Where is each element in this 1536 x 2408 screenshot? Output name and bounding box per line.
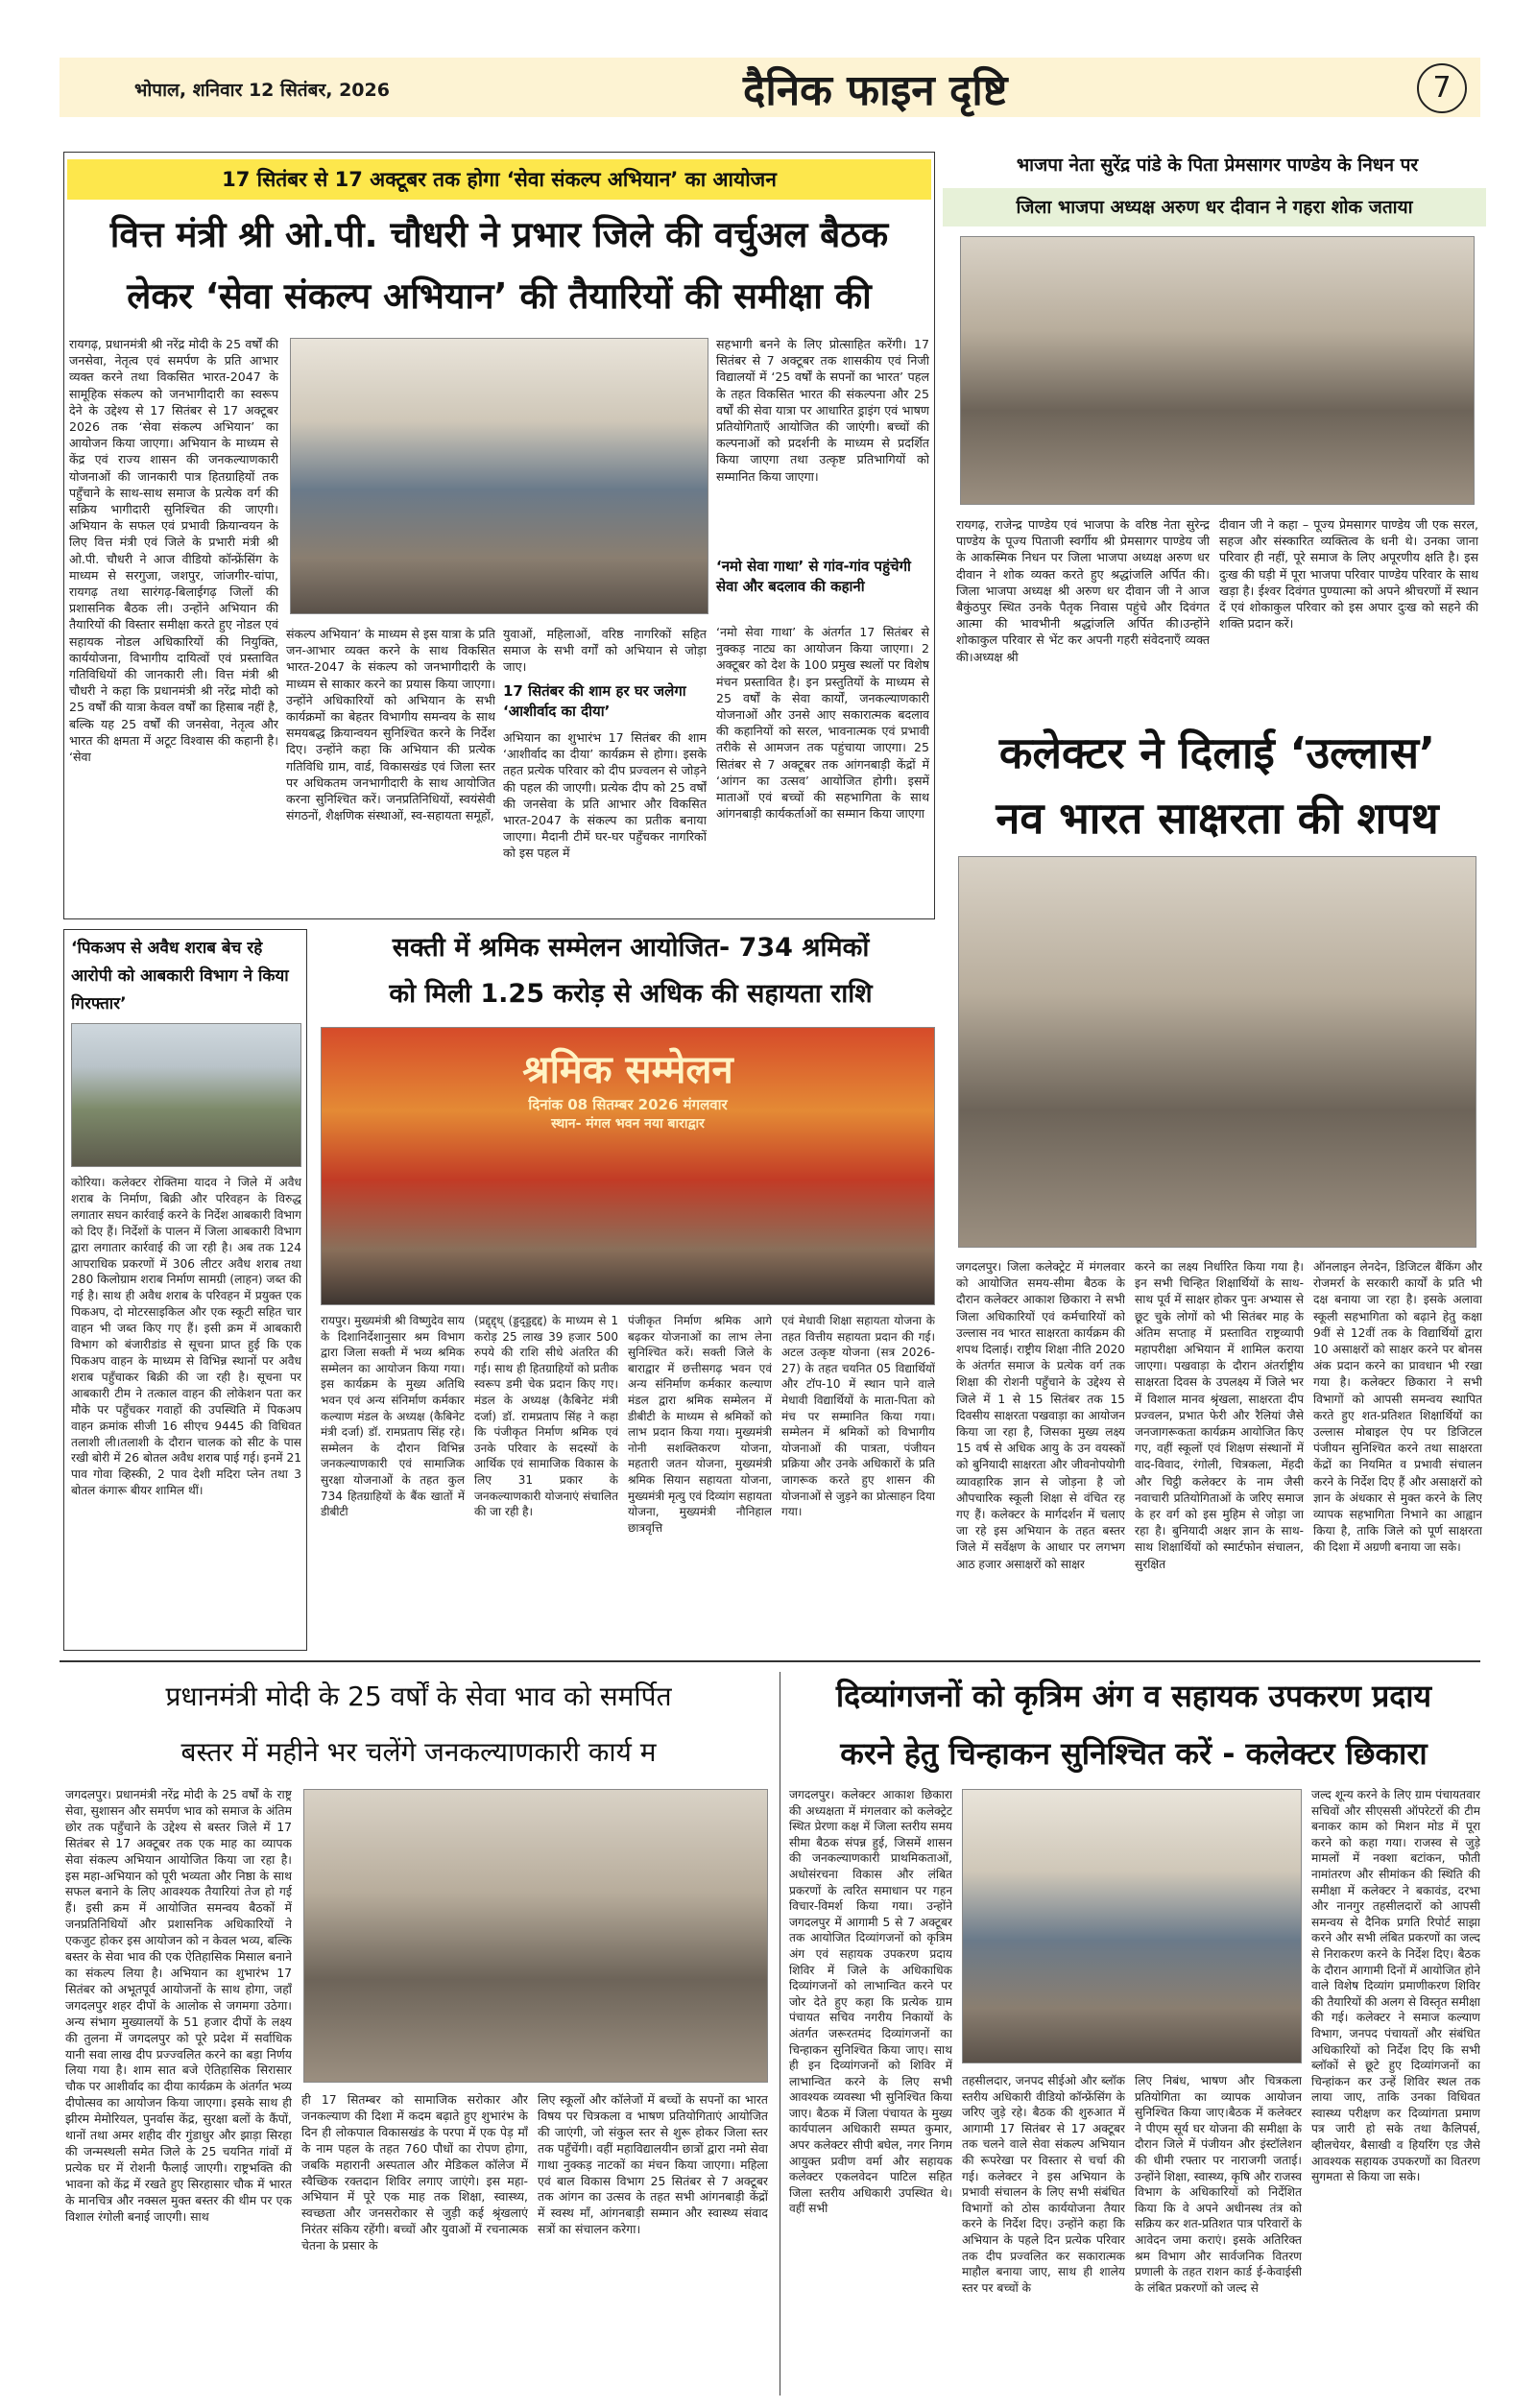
- story4-arrest-photo: [71, 1023, 301, 1167]
- story3-headline-line2: नव भारत साक्षरता की शपथ: [996, 793, 1439, 844]
- story1-headline-line2: लेकर ‘सेवा संकल्प अभियान’ की तैयारियों की समीक्षा की: [127, 275, 872, 317]
- sammelan-banner-title: श्रमिक सम्मेलन: [522, 1047, 733, 1092]
- story2-kicker-line2: जिला भाजपा अध्यक्ष अरुण धर दीवान ने गहरा शोक जताया: [943, 188, 1486, 226]
- story5-column-4: एवं मेधावी शिक्षा सहायता योजना के तहत वित्तीय सहायता प्रदान की गई। अटल उत्कृष्ट योजना (सत्र 2026-27) के तहत चयनित 05 विद्यार्थियों और टॉप-10 में स्थान पाने वाले मेधावी विद्यार्थियों के माता-पिता को मंच पर सम्मानित किया गया। सम्मेलन में श्रमिकों को विभागीय योजनाओं की पात्रता, पंजीयन प्रक्रिया और उनके अधिकारों के प्रति जागरूक करते हुए शासन की योजनाओं से जुड़ने का प्रोत्साहन दिया गया।: [781, 1314, 935, 1519]
- story1-subhead-diya: 17 सितंबर की शाम हर घर जलेगा ‘आशीर्वाद का दीया’: [503, 682, 686, 720]
- story3-column-2: करने का लक्ष्य निर्धारित किया गया है। इन सभी चिन्हित शिक्षार्थियों के साथ-साथ पूर्व में साक्षर होकर पुनः अभ्यास से छूट चुके लोगों को भी सितंबर माह के अंतिम सप्ताह में प्रस्तावित राष्ट्रव्यापी महापरीक्षा अभियान में शामिल कराया जाएगा। पखवाड़ा के दौरान अंतर्राष्ट्रीय साक्षरता दिवस के उपलक्ष्य में जिले भर में विशाल मानव श्रृंखला, साक्षरता दीप प्रज्वलन, प्रभात फेरी और रैलियां जैसे जनजागरूकता कार्यक्रम आयोजित किए गए, वहीं स्कूलों एवं शिक्षण संस्थानों में वाद-विवाद, रंगोली, चित्रकला, मेंहदी और चिट्ठी कलेक्टर के नाम जैसी नवाचारी प्रतियोगिताओं के जरिए समाज के हर वर्ग को इस मुहिम से जोड़ा जा रहा है। बुनियादी अक्षर ज्ञान के साथ-साथ शिक्षार्थियों को स्मार्टफोन संचालन, सुरक्षित: [1135, 1260, 1304, 1571]
- story1-column-1: रायगढ़, प्रधानमंत्री श्री नरेंद्र मोदी के 25 वर्षों की जनसेवा, नेतृत्व एवं समर्पण के प्रति आभार व्यक्त करने तथा विकसित भारत-2047 के सामूहिक संकल्प को जनभागीदारी का स्वरूप देने के उद्देश्य से 17 सितंबर से 17 अक्टूबर 2026 तक ‘सेवा संकल्प अभियान’ का आयोजन किया जाएगा। अभियान के माध्यम से केंद्र एवं राज्य शासन की जनकल्याणकारी योजनाओं की जानकारी पात्र हितग्राहियों तक पहुँचाने के साथ-साथ समाज के प्रत्येक वर्ग की सक्रिय भागीदारी सुनिश्चित की जाएगी। अभियान के सफल एवं प्रभावी क्रियान्वयन के लिए वित्त मंत्री एवं जिले के प्रभारी मंत्री श्री ओ.पी. चौधरी ने आज वीडियो कॉन्फ्रेंसिंग के माध्यम से सरगुजा, जशपुर, जांजगीर-चांपा, रायगढ़ तथा सारंगढ़-बिलाईगढ़ जिलों की प्रशासनिक बैठक ली। उन्होंने अभियान की तैयारियों की विस्तार समीक्षा करते हुए नोडल एवं सहायक नोडल अधिकारियों की नियुक्ति, कार्ययोजना, विभागीय दायित्वों एवं प्रस्तावित गतिविधियों की जानकारी ली। वित्त मंत्री श्री चौधरी ने कहा कि प्रधानमंत्री श्री नरेंद्र मोदी को 25 वर्षों की यात्रा केवल वर्षों का हिसाब नहीं है, बल्कि यह 25 वर्षों की जनसेवा, नेतृत्व और भारत की क्षमता में अटूट विश्वास की कहानी है। ‘सेवा: [69, 337, 278, 765]
- story4-body: कोरिया। कलेक्टर रोक्तिमा यादव ने जिले में अवैध शराब के निर्माण, बिक्री और परिवहन के विरुद्ध लगातार सघन कार्रवाई करने के निर्देश आबकारी विभाग को दिए हैं। निर्देशों के पालन में जिला आबकारी विभाग द्वारा लगातार कार्रवाई की जा रही है। अब तक 124 आपराधिक प्रकरणों में 306 लीटर अवैध शराब तथा 280 किलोग्राम शराब निर्माण सामग्री (लाहन) जब्त की गई है। साथ ही अवैध शराब के परिवहन में प्रयुक्त एक पिकअप, दो मोटरसाइकिल और एक स्कूटी सहित चार वाहन भी जब्त किए गए हैं। इसी क्रम में आबकारी विभाग को बंजारीडांड से सूचना प्राप्त हुई कि एक पिकअप वाहन के माध्यम से विभिन्न स्थानों पर अवैध शराब पहुँचाकर बिक्री की जा रही है। सूचना पर आबकारी टीम ने तत्काल वाहन की लोकेशन पता कर मौके पर पहुँचकर गवाहों की उपस्थिति में पिकअप वाहन क्रमांक सीजी 16 सीएच 9445 की विधिवत तलाशी ली।तलाशी के दौरान चालक को सीट के पास रखी बोरी में 26 बोतल अवैध शराब पाई गई। इनमें 21 पाव गोवा व्हिस्की, 2 पाव देशी मदिरा प्लेन तथा 3 बोतल कंगारू बीयर शामिल थीं।: [71, 1176, 301, 1498]
- sammelan-banner-venue: स्थान- मंगल भवन नया बाराद्वार: [551, 1116, 705, 1132]
- section-divider: [60, 1660, 1480, 1662]
- story6-meeting-photo: [303, 1789, 768, 2083]
- story6-headline-line2: बस्तर में महीने भर चलेंगे जनकल्याणकारी कार्य म: [180, 1736, 657, 1768]
- page-number: 7: [1417, 63, 1467, 113]
- newspaper-title: दैनिक फाइन दृष्टि: [743, 66, 1008, 115]
- story2-column-1: रायगढ़, राजेन्द्र पाण्डेय एवं भाजपा के वरिष्ठ नेता सुरेन्द्र पाण्डेय के पूज्य पिताजी स्वर्गीय श्री प्रेमसागर पाण्डेय जी के आकस्मिक निधन पर जिला भाजपा अध्यक्ष अरुण धर दीवान ने शोक व्यक्त करते हुए श्रद्धांजलि अर्पित की। जिला भाजपा अध्यक्ष श्री अरुण धर दीवान जी ने आज बैकुंठपुर स्थित उनके पैतृक निवास पहुंचे और दिवंगत आत्मा की भावभीनी श्रद्धांजलि अर्पित की।उन्होंने शोकाकुल परिवार से भेंट कर अपनी गहरी संवेदनाएँ व्यक्त की।अध्यक्ष श्री: [956, 517, 1210, 664]
- story6-column-2: ही 17 सितम्बर को सामाजिक सरोकार और जनकल्याण की दिशा में कदम बढ़ाते हुए शुभारंभ के दिन ही लोकपाल विकासखंड के परपा में एक पेड़ माँ के नाम पहल के तहत 760 पौधों का रोपण होगा, जबकि महारानी अस्पताल और मेडिकल कॉलेज में स्वैच्छिक रक्तदान शिविर लगाए जाएंगे। इस महा-अभियान में पूरे एक माह तक शिक्षा, स्वास्थ्य, स्वच्छता और जनसरोकार से जुड़ी कई श्रृंखलाएं निरंतर संकिय रहेंगी। बच्चों और युवाओं में रचनात्मक चेतना के प्रसार के: [301, 2092, 528, 2253]
- story1-video-conference-photo: [290, 338, 708, 614]
- story7-headline-line2: करने हेतु चिन्हाकन सुनिश्चित करें - कलेक्टर छिकारा: [840, 1735, 1428, 1772]
- story1-kicker: 17 सितंबर से 17 अक्टूबर तक होगा ‘सेवा संकल्प अभियान’ का आयोजन: [67, 159, 931, 200]
- story1-column-2: संकल्प अभियान’ के माध्यम से इस यात्रा के प्रति जन-आभार व्यक्त करने के साथ विकसित भारत-2047 के संकल्प को जनभागीदारी के माध्यम से साकार करने का प्रयास किया जाएगा। उन्होंने अधिकारियों को अभियान के सभी कार्यक्रमों का बेहतर विभागीय समन्वय के साथ समयबद्ध क्रियान्वयन सुनिश्चित करने के निर्देश दिए। उन्होंने कहा कि अभियान की प्रत्येक गतिविधि ग्राम, वार्ड, विकासखंड एवं जिला स्तर पर अधिकतम जनभागीदारी के साथ आयोजित करना सुनिश्चित करें। जनप्रतिनिधियों, स्वयंसेवी संगठनों, शैक्षणिक संस्थाओं, स्व-सहायता समूहों,: [286, 627, 495, 823]
- issue-date: भोपाल, शनिवार 12 सितंबर, 2026: [134, 80, 390, 101]
- story3-column-3: ऑनलाइन लेनदेन, डिजिटल बैंकिंग और रोजमर्रा के सरकारी कार्यों के प्रति भी दक्ष बनाया जा रहा है। इसके अलावा स्कूली सहभागिता को बढ़ाने हेतु कक्षा 9वीं से 12वीं तक के विद्यार्थियों द्वारा 10 असाक्षरों को साक्षर करने पर बोनस अंक प्रदान करने का प्रावधान भी रखा गया है। कलेक्टर छिकारा ने सभी विभागों को आपसी समन्वय स्थापित करते हुए शत-प्रतिशत शिक्षार्थियों का उल्लास मोबाइल ऐप पर डिजिटल पंजीयन सुनिश्चित करने तथा साक्षरता केंद्रों का नियमित व प्रभावी संचालन करने के निर्देश दिए हैं और असाक्षरों को ज्ञान के अंधकार से मुक्त करने के लिए व्यापक सहभागिता निभाने का आह्वान किया है, ताकि जिले को पूर्ण साक्षरता की दिशा में अग्रणी बनाया जा सके।: [1313, 1260, 1482, 1555]
- story5-column-1: रायपुर। मुख्यमंत्री श्री विष्णुदेव साय के दिशानिर्देशानुसार श्रम विभाग द्वारा जिला सक्ती में भव्य श्रमिक सम्मेलन का आयोजन किया गया। इस कार्यक्रम के मुख्य अतिथि भवन एवं अन्य संनिर्माण कर्मकार कल्याण मंडल के अध्यक्ष (कैबिनेट मंत्री दर्जा) डॉ. रामप्रताप सिंह रहे। सम्मेलन के दौरान विभिन्न जनकल्याणकारी एवं सामाजिक सुरक्षा योजनाओं के तहत कुल 734 हितग्राहियों के बैंक खातों में डीबीटी: [321, 1314, 465, 1519]
- sammelan-banner-date: दिनांक 08 सितम्बर 2026 मंगलवार: [528, 1096, 728, 1113]
- story5-headline-line2: को मिली 1.25 करोड़ से अधिक की सहायता राशि: [389, 979, 873, 1009]
- story7-meeting-photo: [962, 1789, 1302, 2063]
- story2-kicker-line1: भाजपा नेता सुरेंद्र पांडे के पिता प्रेमसागर पाण्डेय के निधन पर: [1016, 155, 1419, 176]
- story5-sammelan-photo: [321, 1027, 935, 1305]
- story3-oath-photo: [958, 856, 1476, 1248]
- story3-column-1: जगदलपुर। जिला कलेक्ट्रेट में मंगलवार को आयोजित समय-सीमा बैठक के दौरान कलेक्टर आकाश छिकारा ने सभी जिला अधिकारियों एवं कर्मचारियों को उल्लास नव भारत साक्षरता कार्यक्रम की शपथ दिलाई। राष्ट्रीय शिक्षा नीति 2020 के अंतर्गत समाज के प्रत्येक वर्ग तक शिक्षा की रोशनी पहुँचाने के उद्देश्य से जिले में 1 से 15 सितंबर तक 15 दिवसीय साक्षरता पखवाड़ा का आयोजन किया जा रहा है, जिसका मुख्य लक्ष्य 15 वर्ष से अधिक आयु के उन वयस्कों को बुनियादी साक्षरता और जीवनोपयोगी व्यावहारिक ज्ञान से जोड़ना है जो औपचारिक स्कूली शिक्षा से वंचित रह गए हैं। कलेक्टर के मार्गदर्शन में चलाए जा रहे इस अभियान के तहत बस्तर जिले में सर्वेक्षण के आधार पर लगभग आठ हजार असाक्षरों को साक्षर: [956, 1260, 1125, 1571]
- story1-column-4b: ‘नमो सेवा गाथा’ के अंतर्गत 17 सितंबर से नुक्कड़ नाट्य का आयोजन किया जाएगा। 2 अक्टूबर को देश के 100 प्रमुख स्थलों पर विशेष मंचन प्रस्तावित है। इन प्रस्तुतियों के माध्यम से 25 वर्षों के सेवा कार्यों, जनकल्याणकारी योजनाओं और उनसे आए सकारात्मक बदलाव की कहानियों को सरल, भावनात्मक एवं प्रभावी तरीके से आमजन तक पहुंचाया जाएगा। 25 सितंबर से 7 अक्टूबर तक आंगनबाड़ी केंद्रों में ‘आंगन का उत्सव’ आयोजित होगी। इसमें माताओं एवं बच्चों की सहभागिता के साथ आंगनबाड़ी कार्यकर्ताओं का सम्मान किया जाएगा: [716, 625, 929, 822]
- story7-headline-line1: दिव्यांगजनों को कृत्रिम अंग व सहायक उपकरण प्रदाय: [835, 1678, 1432, 1714]
- story7-column-1: जगदलपुर। कलेक्टर आकाश छिकारा की अध्यक्षता में मंगलवार को कलेक्ट्रेट स्थित प्रेरणा कक्ष में जिला स्तरीय समय सीमा बैठक संपन्न हुई, जिसमें शासन की जनकल्याणकारी प्राथमिकताओं, अधोसंरचना विकास और लंबित प्रकरणों के त्वरित समाधान पर गहन विचार-विमर्श किया गया। उन्होंने जगदलपुर में आगामी 5 से 7 अक्टूबर तक आयोजित दिव्यांगजनों को कृत्रिम अंग एवं सहायक उपकरण प्रदाय शिविर में जिले के अधिकाधिक दिव्यांगजनों को लाभान्वित करने पर जोर देते हुए कहा कि प्रत्येक ग्राम पंचायत सचिव नगरीय निकायों के अंतर्गत जरूरतमंद दिव्यांगजनों का चिन्हाकन सुनिश्चित किया जाए। साथ ही इन दिव्यांगजनों को शिविर में लाभान्वित करने के लिए सभी आवश्यक व्यवस्था भी सुनिश्चित किया जाए। बैठक में जिला पंचायत के मुख्य कार्यपालन अधिकारी सम्पत कुमार, अपर कलेक्टर सीपी बघेल, नगर निगम आयुक्त प्रवीण वर्मा और सहायक कलेक्टर एकलवेदन पाटिल सहित जिला स्तरीय अधिकारी उपस्थित थे। वहीं सभी: [789, 1788, 952, 2216]
- story1-subhead-namo-seva: ‘नमो सेवा गाथा’ से गांव-गांव पहुंचेगी सेवा और बदलाव की कहानी: [716, 558, 911, 595]
- story5-headline-line1: सक्ती में श्रमिक सम्मेलन आयोजित- 734 श्रमिकों: [392, 933, 870, 963]
- story7-column-4: जल्द शून्य करने के लिए ग्राम पंचायतवार सचिवों और सीएससी ऑपरेटरों की टीम बनाकर काम को मिशन मोड में पूरा करने को कहा गया। राजस्व से जुड़े मामलों में नक्शा बटांकन, फौती नामांतरण और सीमांकन की स्थिति की समीक्षा में कलेक्टर ने बकावंड, दरभा और नानगुर तहसीलदारों को आपसी समन्वय से दैनिक प्रगति रिपोर्ट साझा करने और सभी लंबित प्रकरणों का जल्द से निराकरण करने के निर्देश दिए। बैठक के दौरान आगामी दिनों में आयोजित होने वाले विशेष दिव्यांग प्रमाणीकरण शिविर की तैयारियों की अलग से विस्तृत समीक्षा की गई। कलेक्टर ने समाज कल्याण विभाग, जनपद पंचायतों और संबंधित अधिकारियों को निर्देश दिए कि सभी ब्लॉकों से छूटे हुए दिव्यांगजनों का चिन्हांकन कर उन्हें शिविर स्थल तक लाया जाए, ताकि उनका विधिवत स्वास्थ्य परीक्षण कर दिव्यांगता प्रमाण पत्र जारी हो सके तथा कैलिपर्स, व्हीलचेयर, बैसाखी व हियरिंग एड जैसे आवश्यक सहायक उपकरणों का वितरण सुगमता से किया जा सके।: [1311, 1788, 1480, 2184]
- story1-column-3b: अभियान का शुभारंभ 17 सितंबर की शाम ‘आशीर्वाद का दीया’ कार्यक्रम से होगा। इसके तहत प्रत्येक परिवार को दीप प्रज्वलन से जोड़ने की पहल की जाएगी। प्रत्येक दीप को 25 वर्षों की जनसेवा के प्रति आभार और विकसित भारत-2047 के संकल्प का प्रतीक बनाया जाएगा। मैदानी टीमें घर-घर पहुँचकर नागरिकों को इस पहल में: [503, 730, 707, 861]
- story4-headline: ‘पिकअप से अवैध शराब बेच रहे आरोपी को आबकारी विभाग ने किया गिरफ्तार’: [71, 939, 289, 1013]
- story6-column-3: लिए स्कूलों और कॉलेजों में बच्चों के सपनों का भारत विषय पर चित्रकला व भाषण प्रतियोगिताएं आयोजित की जाएंगी, जो संकुल स्तर से शुरू होकर जिला स्तर तक पहुँचेंगी। वहीं महाविद्यालयीन छात्रों द्वारा नमो सेवा गाथा नुक्कड़ नाटकों का मंचन किया जाएगा। महिला एवं बाल विकास विभाग 25 सितंबर से 7 अक्टूबर तक आंगन का उत्सव के तहत सभी आंगनबाड़ी केंद्रों में स्वस्थ माँ, आंगनबाड़ी सम्मान और स्वास्थ्य संवाद सत्रों का संचालन करेगा।: [538, 2092, 768, 2237]
- story1-column-3: युवाओं, महिलाओं, वरिष्ठ नागरिकों सहित समाज के सभी वर्गों को अभियान से जोड़ा जाए।: [503, 627, 707, 675]
- story5-column-3: पंजीकृत निर्माण श्रमिक आगे बढ़कर योजनाओं का लाभ लेना सुनिश्चित करें। सक्ती जिले के बाराद्वार में छत्तीसगढ़ भवन एवं अन्य संनिर्माण कर्मकार कल्याण मंडल द्वारा श्रमिक सम्मेलन में डीबीटी के माध्यम से श्रमिकों को लाभ प्रदान किया गया। मुख्यमंत्री नोनी सशक्तिकरण योजना, महतारी जतन योजना, मुख्यमंत्री श्रमिक सियान सहायता योजना, मुख्यमंत्री मृत्यु एवं दिव्यांग सहायता योजना, मुख्यमंत्री नौनिहाल छात्रवृत्ति: [628, 1314, 772, 1535]
- story1-column-4: सहभागी बनने के लिए प्रोत्साहित करेंगी। 17 सितंबर से 7 अक्टूबर तक शासकीय एवं निजी विद्यालयों में ‘25 वर्षों के सपनों का भारत’ पहल के तहत विकसित भारत की संकल्पना और 25 वर्षों की सेवा यात्रा पर आधारित ड्राइंग एवं भाषण प्रतियोगिताएँ आयोजित की जाएंगी। बच्चों की कल्पनाओं को प्रदर्शनी के माध्यम से प्रदर्शित किया जाएगा तथा उत्कृष्ट प्रतिभागियों को सम्मानित किया जाएगा।: [716, 337, 929, 484]
- story2-condolence-photo: [960, 236, 1475, 505]
- story6-column-1: जगदलपुर। प्रधानमंत्री नरेंद्र मोदी के 25 वर्षों के राष्ट्र सेवा, सुशासन और समर्पण भाव को समाज के अंतिम छोर तक पहुँचाने के उद्देश्य से बस्तर जिले में 17 सितंबर से 17 अक्टूबर तक एक माह का व्यापक सेवा संकल्प अभियान आयोजित किया जा रहा है। इस महा-अभियान को पूरी भव्यता और निष्ठा के साथ सफल बनाने के लिए आवश्यक तैयारियां तेज हो गई हैं। इसी क्रम में आयोजित समन्वय बैठकों में जनप्रतिनिधियों और प्रशासनिक अधिकारियों ने एकजुट होकर इस आयोजन को न केवल भव्य, बल्कि बस्तर के सेवा भाव की एक ऐतिहासिक मिसाल बनाने का संकल्प लिया है। अभियान का शुभारंभ 17 सितंबर को अभूतपूर्व आयोजनों के साथ होगा, जहाँ जगदलपुर शहर दीपों के आलोक से जगमगा उठेगा। अन्य संभाग मुख्यालयों के 51 हजार दीपों के लक्ष्य की तुलना में जगदलपुर को पूरे प्रदेश में सर्वाधिक यानी सवा लाख दीप प्रज्ज्वलित करने का बड़ा निर्णय लिया गया है। शाम सात बजे ऐतिहासिक सिरासार चौक पर आशीर्वाद का दीया कार्यक्रम के अंतर्गत भव्य दीपोत्सव का आयोजन किया जाएगा। इसके साथ ही झीरम मेमोरियल, पुनर्वास केंद्र, सुरक्षा बलों के कैंपों, थानों तथा अमर शहीद वीर गुंडाधुर और झाड़ा सिरहा की जन्मस्थली समेत जिले के 25 चयनित गांवों में प्रत्येक घर में रोशनी फैलाई जाएगी। राष्ट्रभक्ति की भावना को केंद्र में रखते हुए सिरहासार चौक में भारत के मानचित्र और नक्सल मुक्त बस्तर की थीम पर एक विशाल रंगोली बनाई जाएगी। साथ: [65, 1787, 292, 2224]
- masthead: [60, 58, 1480, 117]
- story5-column-2: (प्रद्द्द्द्ध् (ड्डद्ड्डद्दद्द) के माध्यम से 1 करोड़ 25 लाख 39 हजार 500 रुपये की राशि सीधे अंतरित की गई। साथ ही हितग्राहियों को प्रतीक स्वरूप डमी चेक प्रदान किए गए। मंडल के अध्यक्ष (कैबिनेट मंत्री दर्जा) डॉ. रामप्रताप सिंह ने कहा कि पंजीकृत निर्माण श्रमिक एवं उनके परिवार के सदस्यों के आर्थिक एवं सामाजिक विकास के लिए 31 प्रकार के जनकल्याणकारी योजनाएं संचालित की जा रही है।: [474, 1314, 618, 1519]
- story3-headline-line1: कलेक्टर ने दिलाई ‘उल्लास’: [998, 727, 1436, 778]
- story6-headline-line1: प्रधानमंत्री मोदी के 25 वर्षों के सेवा भाव को समर्पित: [165, 1681, 672, 1712]
- story7-column-3: लिए निबंध, भाषण और चित्रकला प्रतियोगिता का व्यापक आयोजन सुनिश्चित किया जाए।बैठक में कलेक्टर ने पीएम सूर्य घर योजना की समीक्षा के दौरान जिले में पंजीयन और इंस्टॉलेशन की धीमी रफ्तार पर नाराजगी जताई। उन्होंने शिक्षा, स्वास्थ्य, कृषि और राजस्व विभाग के अधिकारियों को निर्देशित किया कि वे अपने अधीनस्थ तंत्र को सक्रिय कर शत-प्रतिशत पात्र परिवारों के आवेदन जमा कराएं। इसके अतिरिक्त श्रम विभाग और सार्वजनिक वितरण प्रणाली के तहत राशन कार्ड ई-केवाईसी के लंबित प्रकरणों को जल्द से: [1135, 2074, 1302, 2295]
- story2-column-2: दीवान जी ने कहा – पूज्य प्रेमसागर पाण्डेय जी एक सरल, सहज और संस्कारित व्यक्तित्व के धनी थे। उनका जाना परिवार ही नहीं, पूरे समाज के लिए अपूरणीय क्षति है। इस दुःख की घड़ी में पूरा भाजपा परिवार पाण्डेय परिवार के साथ खड़ा है। ईश्वर दिवंगत पुण्यात्मा को अपने श्रीचरणों में स्थान दें एवं शोकाकुल परिवार को इस अपार दुःख को सहने की शक्ति प्रदान करें।: [1219, 517, 1478, 632]
- story1-headline-line1: वित्त मंत्री श्री ओ.पी. चौधरी ने प्रभार जिले की वर्चुअल बैठक: [109, 214, 889, 255]
- story7-column-2: तहसीलदार, जनपद सीईओ और ब्लॉक स्तरीय अधिकारी वीडियो कॉन्फ्रेंसिंग के जरिए जुड़े रहे। बैठक की शुरुआत में आगामी 17 सितंबर से 17 अक्टूबर तक चलने वाले सेवा संकल्प अभियान की रूपरेखा पर विस्तार से चर्चा की गई। कलेक्टर ने इस अभियान के प्रभावी संचालन के लिए सभी संबंधित विभागों को ठोस कार्ययोजना तैयार करने के निर्देश दिए। उन्होंने कहा कि अभियान के पहले दिन प्रत्येक परिवार तक दीप प्रज्वलित कर सकारात्मक माहौल बनाया जाए, साथ ही शालेय स्तर पर बच्चों के: [962, 2074, 1125, 2295]
